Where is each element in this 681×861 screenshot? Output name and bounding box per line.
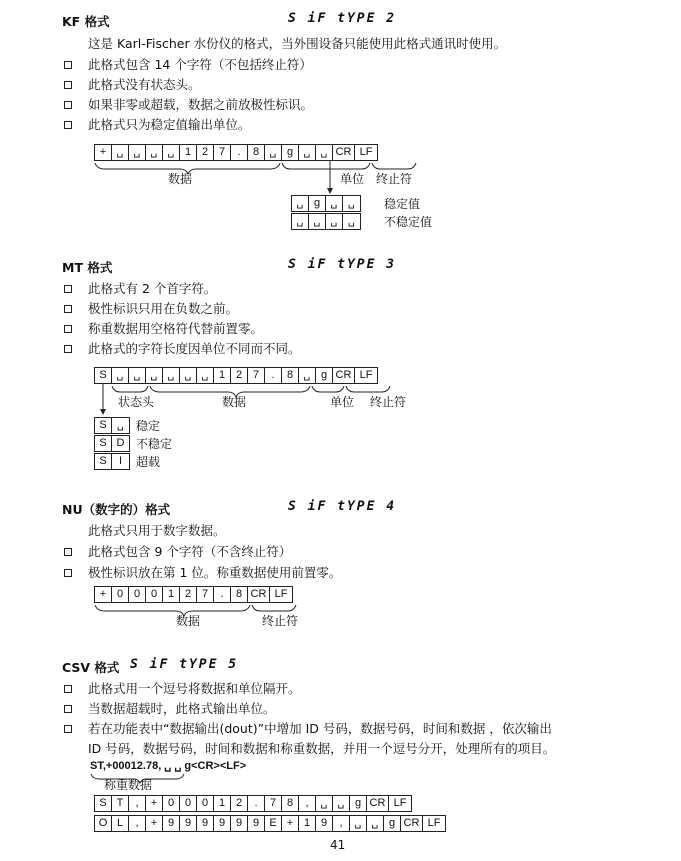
kf-label-data: 数据	[168, 172, 193, 186]
bullet-square-icon	[64, 685, 72, 693]
mt-label-data: 数据	[222, 395, 247, 409]
char-cell: 0	[129, 587, 146, 602]
char-cell: ␣	[197, 368, 214, 383]
char-cell: ␣	[146, 145, 163, 160]
csv-bullet-line2: ID 号码，数据号码，时间和数据和称重数据，并用一个逗号分开，处理所有的项目。	[88, 741, 556, 756]
char-cell: 1	[180, 145, 197, 160]
char-cell: .	[265, 368, 282, 383]
char-cell: g	[309, 196, 326, 211]
char-cell: 2	[197, 145, 214, 160]
kf-label-stable: 稳定值	[384, 197, 421, 211]
char-cell: g	[384, 816, 401, 831]
mt-label-unit: 单位	[330, 395, 355, 409]
char-cell: g	[350, 796, 367, 811]
mt-heading: MT 格式	[62, 260, 113, 275]
char-cell: .	[231, 145, 248, 160]
char-cell: 9	[214, 816, 231, 831]
bullet-square-icon	[64, 121, 72, 129]
char-cell: ␣	[316, 145, 333, 160]
char-cell: ,	[299, 796, 316, 811]
bullet-square-icon	[64, 548, 72, 556]
char-cell: ␣	[299, 145, 316, 160]
csv-bullet-line1: 若在功能表中“数据输出(dout)”中增加 ID 号码，数据号码，时间和数据 ，依次输出	[88, 721, 552, 736]
char-cell: 1	[163, 587, 180, 602]
char-cell: LF	[427, 817, 441, 829]
csv-bullet: 此格式用一个逗号将数据和单位隔开。	[88, 681, 301, 696]
mt-status-row	[94, 435, 130, 452]
char-cell: ,	[129, 796, 146, 811]
char-cell: +	[95, 587, 112, 602]
char-cell: +	[146, 816, 163, 831]
char-cell: T	[112, 796, 129, 811]
char-cell: +	[146, 796, 163, 811]
kf-stable-row	[291, 195, 361, 212]
char-cell: 8	[282, 796, 299, 811]
char-cell: ␣	[309, 214, 326, 229]
char-cell: g	[282, 145, 299, 160]
kf-bullet: 如果非零或超载，数据之前放极性标识。	[88, 97, 314, 112]
char-cell: 9	[197, 816, 214, 831]
char-cell: 7	[265, 796, 282, 811]
nu-char-row	[94, 586, 293, 603]
char-cell: 2	[231, 796, 248, 811]
char-cell: ␣	[146, 368, 163, 383]
char-cell: ␣	[316, 796, 333, 811]
csv-row-overload	[94, 815, 446, 832]
char-cell: 1	[214, 368, 231, 383]
char-cell: D	[116, 437, 125, 449]
mt-bullet: 此格式的字符长度因单位不同而不同。	[88, 341, 301, 356]
char-cell: .	[214, 587, 231, 602]
char-cell: S	[95, 796, 112, 811]
kf-unstable-row	[291, 213, 361, 230]
bullet-square-icon	[64, 725, 72, 733]
mt-code: S iF tYPE 3	[288, 257, 397, 272]
mt-label-status: 状态头	[118, 395, 155, 409]
char-cell: S	[95, 436, 112, 451]
char-cell: ␣	[163, 368, 180, 383]
nu-bullet: 此格式包含 9 个字符（不含终止符）	[88, 544, 292, 559]
char-cell: S	[95, 418, 112, 433]
char-cell: E	[265, 816, 282, 831]
kf-bullet: 此格式没有状态头。	[88, 77, 201, 92]
char-cell: CR	[248, 587, 270, 602]
char-cell: 8	[282, 368, 299, 383]
char-cell: 1	[214, 796, 231, 811]
mt-bullet: 极性标识只用在负数之前。	[88, 301, 239, 316]
mt-char-row	[94, 367, 378, 384]
nu-code: S iF tYPE 4	[288, 499, 397, 514]
char-cell: ␣	[333, 796, 350, 811]
mt-bullet: 称重数据用空格符代替前置零。	[88, 321, 264, 336]
nu-intro: 此格式只用于数字数据。	[88, 523, 226, 538]
char-cell: LF	[359, 369, 373, 381]
char-cell: ␣	[129, 145, 146, 160]
char-cell: 8	[248, 145, 265, 160]
char-cell: LF	[274, 588, 288, 600]
char-cell: S	[95, 368, 112, 383]
csv-row-stable	[94, 795, 412, 812]
char-cell: 0	[146, 587, 163, 602]
char-cell: CR	[333, 368, 355, 383]
char-cell: 0	[163, 796, 180, 811]
bullet-square-icon	[64, 569, 72, 577]
char-cell: .	[248, 796, 265, 811]
bullet-square-icon	[64, 305, 72, 313]
bullet-square-icon	[64, 325, 72, 333]
page-number: 41	[330, 838, 346, 852]
kf-heading: KF 格式	[62, 14, 110, 29]
char-cell: LF	[393, 797, 407, 809]
char-cell: 0	[197, 796, 214, 811]
char-cell: 8	[231, 587, 248, 602]
kf-bullet: 此格式包含 14 个字符（不包括终止符）	[88, 57, 312, 72]
mt-status-label: 不稳定	[136, 437, 173, 451]
char-cell: ␣	[367, 816, 384, 831]
char-cell: +	[95, 145, 112, 160]
csv-label-weight: 称重数据	[104, 778, 153, 792]
char-cell: 7	[214, 145, 231, 160]
mt-status-label: 超载	[136, 455, 161, 469]
char-cell: ␣	[292, 196, 309, 211]
kf-bullet: 此格式只为稳定值输出单位。	[88, 117, 251, 132]
char-cell: 9	[248, 816, 265, 831]
char-cell: g	[316, 368, 333, 383]
char-cell: L	[112, 816, 129, 831]
char-cell: CR	[333, 145, 355, 160]
char-cell: 9	[163, 816, 180, 831]
char-cell: O	[95, 816, 112, 831]
char-cell: LF	[359, 146, 373, 158]
char-cell: ␣	[265, 145, 282, 160]
char-cell: ␣	[180, 368, 197, 383]
char-cell: 0	[112, 587, 129, 602]
kf-intro: 这是 Karl-Fischer 水份仪的格式，当外围设备只能使用此格式通讯时使用。	[88, 36, 507, 51]
char-cell: 9	[180, 816, 197, 831]
char-cell: ␣	[112, 368, 129, 383]
char-cell: +	[282, 816, 299, 831]
char-cell: I	[118, 455, 123, 467]
char-cell: ␣	[326, 214, 343, 229]
char-cell: 0	[180, 796, 197, 811]
bullet-square-icon	[64, 705, 72, 713]
char-cell: CR	[367, 796, 389, 811]
bullet-square-icon	[64, 81, 72, 89]
mt-bullet: 此格式有 2 个首字符。	[88, 281, 217, 296]
char-cell: ␣	[163, 145, 180, 160]
nu-label-term: 终止符	[262, 614, 299, 628]
kf-label-unit: 单位	[340, 172, 365, 186]
char-cell: 9	[316, 816, 333, 831]
nu-bullet: 极性标识放在第 1 位。称重数据使用前置零。	[88, 565, 342, 580]
char-cell: ,	[129, 816, 146, 831]
bullet-square-icon	[64, 61, 72, 69]
char-cell: ␣	[292, 214, 309, 229]
char-cell: 2	[231, 368, 248, 383]
nu-heading: NU（数字的）格式	[62, 502, 171, 517]
bullet-square-icon	[64, 101, 72, 109]
char-cell: ␣	[112, 145, 129, 160]
char-cell: 7	[197, 587, 214, 602]
kf-label-term: 终止符	[376, 172, 413, 186]
char-cell: ␣	[350, 816, 367, 831]
char-cell: CR	[401, 816, 423, 831]
char-cell: 2	[180, 587, 197, 602]
char-cell: ␣	[348, 197, 355, 209]
char-cell: ␣	[348, 215, 355, 227]
nu-label-data: 数据	[176, 614, 201, 628]
csv-heading: CSV 格式	[62, 660, 120, 675]
csv-sample-string: ST,+00012.78, ␣ ␣ g<CR><LF>	[90, 760, 247, 772]
csv-code: S iF tYPE 5	[130, 657, 239, 672]
kf-code: S iF tYPE 2	[288, 11, 397, 26]
mt-label-term: 终止符	[370, 395, 407, 409]
bullet-square-icon	[64, 285, 72, 293]
char-cell: 9	[231, 816, 248, 831]
char-cell: ,	[333, 816, 350, 831]
bullet-square-icon	[64, 345, 72, 353]
char-cell: S	[95, 454, 112, 469]
mt-status-label: 稳定	[136, 419, 161, 433]
char-cell: ␣	[117, 419, 124, 431]
char-cell: 1	[299, 816, 316, 831]
char-cell: ␣	[129, 368, 146, 383]
char-cell: 7	[248, 368, 265, 383]
mt-status-row	[94, 417, 130, 434]
char-cell: ␣	[299, 368, 316, 383]
kf-char-row	[94, 144, 378, 161]
mt-status-row	[94, 453, 130, 470]
kf-label-unstable: 不稳定值	[384, 215, 433, 229]
csv-bullet: 当数据超载时，此格式输出单位。	[88, 701, 276, 716]
char-cell: ␣	[326, 196, 343, 211]
